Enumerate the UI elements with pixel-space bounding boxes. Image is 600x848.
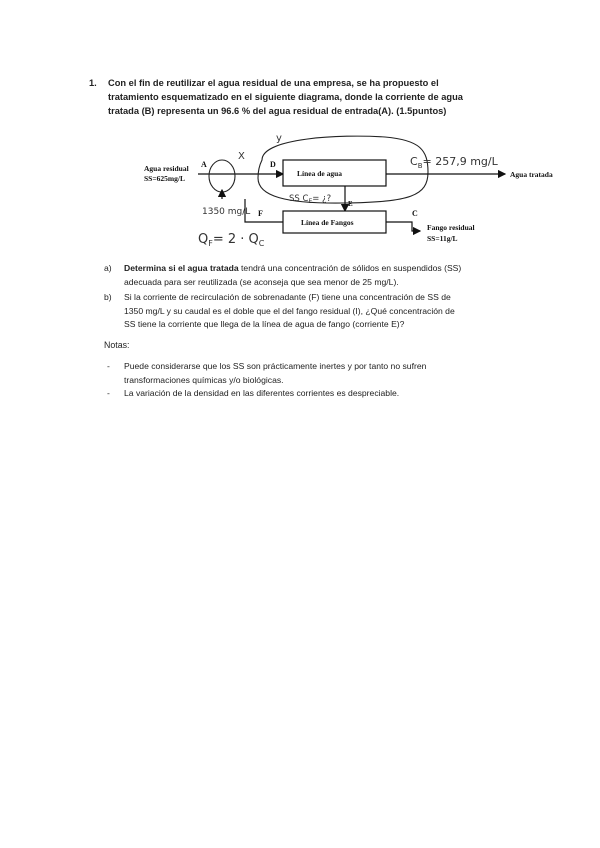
sludge-line-label: Línea de Fangos	[301, 218, 354, 227]
question-1	[89, 76, 508, 118]
question-number: 1.	[89, 78, 97, 88]
note-2	[104, 387, 504, 401]
hw-x: X	[238, 151, 245, 162]
mix-circle	[209, 160, 235, 192]
hw-y: y	[276, 133, 282, 144]
hw-qf: $Q_F= 2 \cdot Q_C$	[198, 232, 265, 248]
part-b-line-3: SS tiene la corriente que llega de la línea de agua de fango (corriente E)?	[124, 319, 405, 329]
inlet-ss: SS=625mg/L	[144, 174, 185, 183]
point-d: D	[270, 160, 276, 169]
water-line-label: Línea de agua	[297, 169, 343, 178]
note-2-line-1: La variación de la densidad en las diferentes corrientes es despreciable.	[124, 388, 400, 398]
inlet-label: Agua residual	[144, 164, 189, 173]
outlet-sludge-label: Fango residual	[427, 223, 475, 232]
question-line-2: tratamiento esquematizado en el siguiente diagrama, donde la corriente de agua	[108, 92, 463, 102]
sludge-outlet-line	[386, 222, 420, 231]
outlet-sludge-ss: SS=11g/L	[427, 234, 458, 243]
process-diagram	[0, 128, 600, 260]
recirculation-line	[245, 199, 283, 222]
question-line-3: tratada (B) representa un 96.6 % del agua residual de entrada(A). (1.5puntos)	[108, 106, 447, 116]
question-line-1: Con el fin de reutilizar el agua residual de una empresa, se ha propuesto el	[108, 78, 439, 88]
notes-title: Notas:	[104, 340, 130, 350]
part-a-label: a)	[104, 263, 112, 273]
hw-1350: 1350 mg/L	[202, 207, 251, 217]
hw-cb: $C_B= 257,9$ mg/L	[410, 155, 498, 170]
note-1-line-2: transformaciones químicas y/o biológicas.	[124, 374, 284, 385]
note-2-dash: -	[107, 388, 110, 398]
point-f: F	[258, 209, 263, 218]
note-1	[104, 360, 504, 387]
notes-list	[104, 360, 504, 401]
question-parts	[104, 262, 504, 334]
point-c: C	[412, 209, 418, 218]
part-a	[104, 262, 504, 289]
hw-ce: SS $C_E=$ ¿?	[289, 194, 332, 205]
note-1-dash: -	[107, 361, 110, 371]
part-b-label: b)	[104, 292, 112, 302]
outlet-water-label: Agua tratada	[510, 170, 553, 179]
point-a: A	[201, 160, 207, 169]
part-b-line-2: 1350 mg/L y su caudal es el doble que el del fango residual (I), ¿Qué concentración de	[124, 305, 455, 316]
part-b-line-1: Si la corriente de recirculación de sobrenadante (F) tiene una concentración de SS de	[124, 292, 451, 302]
part-b	[104, 291, 504, 332]
part-a-line-2: adecuada para ser reutilizada (se aconseja que sea menor de 25 mg/L).	[124, 276, 399, 287]
part-a-line-1: tendrá una concentración de sólidos en suspendidos (SS)	[238, 263, 462, 273]
note-1-line-1: Puede considerarse que los SS son prácticamente inertes y por tanto no sufren	[124, 361, 427, 371]
point-e: E	[348, 200, 353, 208]
part-a-bold: Determina si el agua tratada	[124, 263, 239, 273]
